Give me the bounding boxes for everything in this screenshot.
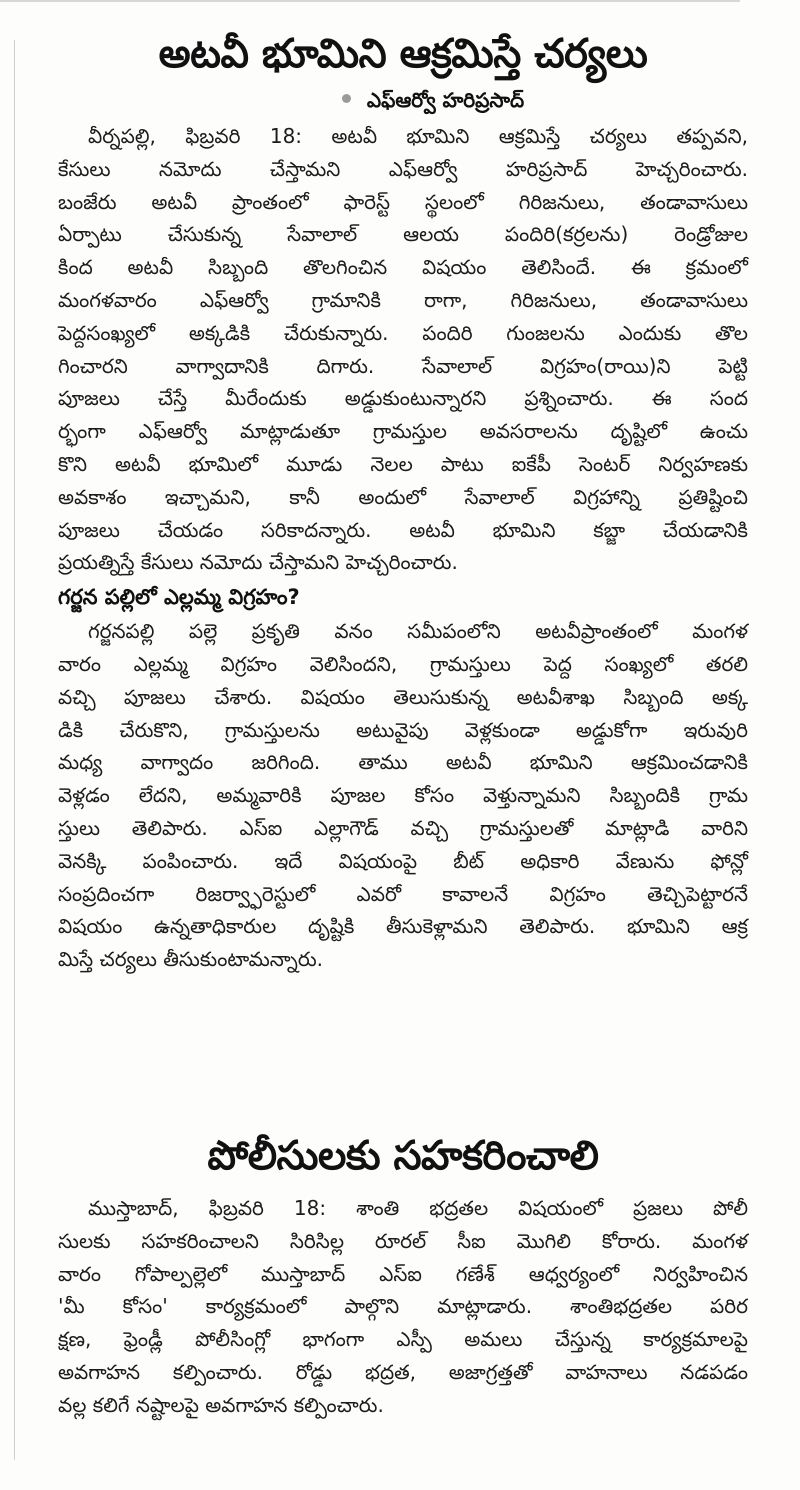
- body-line: వల్ల కలిగే నష్టాలపై అవగాహన కల్పించారు.: [58, 1392, 384, 1417]
- body-line: అవకాశం ఇచ్చామని, కానీ అందులో సేవాలాల్ విగ్రహాన్ని ప్రతిష్టించి: [58, 484, 748, 509]
- byline: [118, 82, 748, 118]
- body-line: పూజలు చేస్తే మీరేందుకు అడ్డుకుంటున్నారని ప్రశ్నించారు. ఈ సంద: [58, 386, 748, 411]
- article-forest-land: [58, 26, 748, 976]
- body-line: 'మీ కోసం' కార్యక్రమంలో పాల్గొని మాట్లాడారు. శాంతిభద్రతల పరిర: [58, 1294, 748, 1319]
- body-line: పూజలు చేయడం సరికాదన్నారు. అటవీ భూమిని కబ్జా చేయడానికి: [58, 517, 748, 542]
- body-line: పెద్దసంఖ్యలో అక్కడికి చేరుకున్నారు. పందిరి గుంజలను ఎందుకు తొల: [58, 320, 748, 345]
- body-line: వెళ్లడం లేదని, అమ్మవారికి పూజల కోసం వెళ్తున్నామని సిబ్బందికి గ్రామ: [58, 783, 748, 808]
- body-line: కింద అటవీ సిబ్బంది తొలగించిన విషయం తెలిసిందే. ఈ క్రమంలో: [58, 255, 748, 280]
- body-line: ఏర్పాటు చేసుకున్న సేవాలాల్ ఆలయ పందిరి(కర్రలను) రెండ్రోజుల: [58, 222, 748, 247]
- body-line: మధ్య వాగ్వాదం జరిగింది. తాము అటవీ భూమిని ఆక్రమించడానికి: [58, 750, 748, 775]
- body-line: గర్జనపల్లి పల్లె ప్రకృతి వనం సమీపంలోని అటవీప్రాంతంలో మంగళ: [88, 619, 748, 644]
- subheading: గర్జన పల్లిలో ఎల్లమ్మ విగ్రహం?: [58, 585, 300, 610]
- article-police-cooperation: [58, 1128, 748, 1422]
- column-rule: [14, 40, 15, 1460]
- body-line: కేసులు నమోదు చేస్తామని ఎఫ్ఆర్వో హరిప్రసాద్ హెచ్చరించారు.: [58, 156, 748, 181]
- body-line: ర్భంగా ఎఫ్ఆర్వో మాట్లాడుతూ గ్రామస్తుల అవసరాలను దృష్టిలో ఉంచు: [58, 419, 748, 444]
- body-line: వారం ఎల్లమ్మ విగ్రహం వెలిసిందని, గ్రామస్తులు పెద్ద సంఖ్యలో తరలి: [58, 651, 748, 676]
- article-body: [58, 120, 748, 976]
- body-line: విషయం ఉన్నతాధికారుల దృష్టికి తీసుకెళ్లామని తెలిపారు. భూమిని ఆక్ర: [58, 914, 748, 939]
- body-line: సులకు సహకరించాలని సిరిసిల్ల రూరల్ సీఐ మొగిలి కోరారు. మంగళ: [58, 1228, 748, 1253]
- bullet-icon: [342, 94, 351, 103]
- body-line: ముస్తాబాద్, ఫిబ్రవరి 18: శాంతి భద్రతల విషయంలో ప్రజలు పోలీ: [88, 1196, 748, 1220]
- body-line: డికి చేరుకొని, గ్రామస్తులను అటువైపు వెళ్లకుండా అడ్డుకోగా ఇరువురి: [58, 717, 748, 742]
- body-line: అవగాహన కల్పించారు. రోడ్డు భద్రత, అజాగ్రత్తతో వాహనాలు నడపడం: [58, 1359, 748, 1384]
- body-line: వచ్చి పూజలు చేశారు. విషయం తెలుసుకున్న అటవీశాఖ సిబ్బంది అక్క: [58, 684, 748, 709]
- article-headline: అటవీ భూమిని ఆక్రమిస్తే చర్యలు: [158, 31, 648, 77]
- body-line: గించారని వాగ్వాదానికి దిగారు. సేవాలాల్ విగ్రహం(రాయి)ని పెట్టి: [58, 353, 748, 378]
- body-line: బంజేరు అటవీ ప్రాంతంలో ఫారెస్ట్ స్థలంలో గిరిజనులు, తండావాసులు: [58, 189, 748, 214]
- top-edge: [0, 0, 740, 2]
- body-line: సంప్రదించగా రిజర్వ్ఫారెస్టులో ఎవరో కావాలనే విగ్రహం తెచ్చిపెట్టారనే: [58, 881, 748, 906]
- body-line: కొని అటవీ భూమిలో మూడు నెలల పాటు ఐకేపీ సెంటర్ నిర్వహణకు: [58, 451, 748, 476]
- body-line: వారం గోపాల్పల్లెలో ముస్తాబాద్ ఎస్ఐ గణేశ్ ఆధ్వర్యంలో నిర్వహించిన: [58, 1261, 748, 1286]
- body-line: వీర్నపల్లి, ఫిబ్రవరి 18: అటవీ భూమిని ఆక్రమిస్తే చర్యలు తప్పవని,: [88, 124, 748, 148]
- article-body: [58, 1192, 748, 1422]
- body-line: ప్రయత్నిస్తే కేసులు నమోదు చేస్తామని హెచ్చరించారు.: [58, 550, 458, 575]
- body-line: మంగళవారం ఎఫ్ఆర్వో గ్రామానికి రాగా, గిరిజనులు, తండావాసులు: [58, 287, 748, 312]
- body-line: స్తులు తెలిపారు. ఎస్ఐ ఎల్లాగౌడ్ వచ్చి గ్రామస్తులతో మాట్లాడి వారిని: [58, 815, 748, 840]
- article-headline: పోలీసులకు సహకరించాలి: [207, 1133, 599, 1179]
- body-line: క్షణ, ఫ్రెండ్లీ పోలీసింగ్లో భాగంగా ఎస్పీ అమలు చేస్తున్న కార్యక్రమాలపై: [58, 1327, 748, 1352]
- body-line: మిస్తే చర్యలు తీసుకుంటామన్నారు.: [58, 947, 323, 972]
- byline-text: ఎఫ్ఆర్వో హరిప్రసాద్: [366, 88, 525, 112]
- body-line: వెనక్కి పంపించారు. ఇదే విషయంపై బీట్ అధికారి వేణును ఫోన్లో: [58, 848, 748, 873]
